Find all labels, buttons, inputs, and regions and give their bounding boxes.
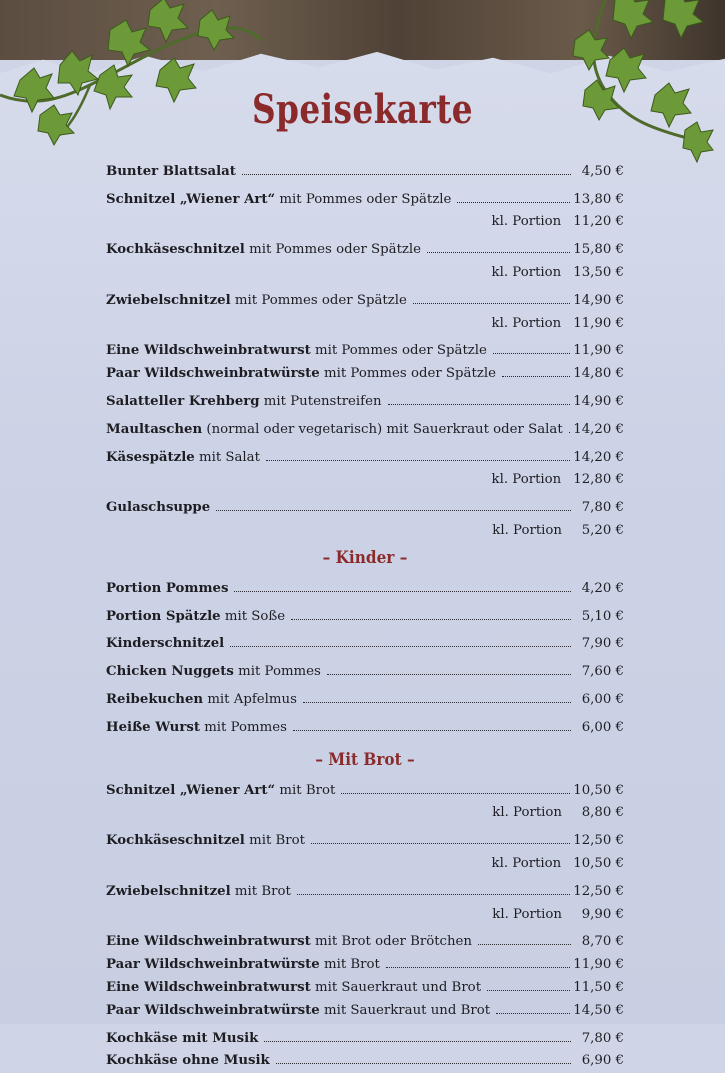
menu-item-title: Reibekuchen	[106, 691, 204, 707]
menu-item-title: Kinderschnitzel	[106, 636, 225, 652]
small-portion-price: 11,20 €	[573, 214, 624, 230]
menu-item-price: 10,50 €	[573, 782, 624, 798]
leader-dots	[493, 353, 570, 354]
menu-item-title: Schnitzel „Wiener Art“	[106, 191, 276, 207]
menu-item-name	[106, 500, 210, 515]
menu-item-title: Bunter Blattsalat	[106, 163, 236, 179]
menu-item-title: Eine Wildschweinbratwurst	[106, 934, 311, 950]
small-portion-price: 13,50 €	[573, 264, 624, 280]
menu-item-price: 5,10 €	[581, 608, 624, 624]
page-title: Speisekarte	[251, 86, 474, 133]
small-portion-price: 5,20 €	[581, 522, 624, 538]
leader-dots	[303, 702, 571, 703]
leader-dots	[427, 252, 570, 253]
menu-item-title: Kochkäseschnitzel	[106, 833, 245, 849]
menu-item-description: mit Brot oder Brötchen	[310, 934, 472, 950]
menu-item	[106, 712, 624, 735]
small-portion-row	[106, 515, 624, 538]
small-portion-price: 11,90 €	[573, 315, 624, 331]
menu-item-title: Eine Wildschweinbratwurst	[106, 979, 311, 995]
section-brot-title: – Mit Brot –	[315, 749, 415, 770]
small-portion-label: kl. Portion	[492, 805, 562, 821]
menu-item	[106, 442, 624, 465]
leader-dots	[276, 1063, 571, 1064]
menu-item-price: 11,90 €	[573, 343, 624, 359]
menu-item	[106, 656, 624, 679]
small-portion-label: kl. Portion	[491, 264, 562, 280]
small-portion-price: 12,80 €	[573, 472, 624, 488]
leader-dots	[341, 793, 570, 794]
menu-item-price: 13,80 €	[573, 191, 624, 207]
menu-item	[106, 601, 624, 624]
menu-item-description: mit Apfelmus	[203, 691, 297, 707]
menu-item-price: 14,20 €	[573, 421, 624, 437]
menu-item-price: 14,20 €	[573, 449, 624, 465]
menu-item-name	[106, 980, 481, 995]
menu-item-price: 15,80 €	[573, 242, 624, 258]
menu-item-name	[106, 1053, 270, 1068]
menu-item-name	[106, 636, 224, 651]
menu-item-name	[106, 692, 297, 707]
menu-item-price: 7,80 €	[581, 1030, 624, 1046]
menu-item	[106, 876, 624, 899]
menu-item	[106, 684, 624, 707]
leader-dots	[216, 510, 571, 511]
menu-item-name	[106, 833, 305, 848]
leader-dots	[413, 303, 570, 304]
menu-item-title: Paar Wildschweinbratwürste	[106, 957, 320, 973]
menu-item-description: mit Pommes oder Spätzle	[275, 191, 452, 207]
menu-item-description: mit Brot	[230, 883, 291, 899]
leader-dots	[487, 990, 570, 991]
small-portion-row	[106, 207, 624, 230]
leader-dots	[291, 619, 571, 620]
menu-item-description: mit Brot	[244, 833, 305, 849]
menu-item-price: 11,50 €	[573, 979, 624, 995]
leader-dots	[386, 967, 570, 968]
menu-item-description: mit Soße	[220, 608, 286, 624]
menu-item-description: mit Pommes	[199, 719, 287, 735]
menu-item-price: 7,80 €	[581, 500, 624, 516]
leader-dots	[266, 460, 570, 461]
menu-item	[106, 775, 624, 798]
menu-item-title: Zwiebelschnitzel	[106, 292, 231, 308]
menu-item-description: mit Pommes oder Spätzle	[230, 292, 407, 308]
leader-dots	[230, 646, 571, 647]
menu-item-name	[106, 422, 563, 437]
menu-item-title: Portion Spätzle	[106, 608, 221, 624]
menu-item-price: 7,60 €	[581, 664, 624, 680]
small-portion-price: 8,80 €	[581, 805, 624, 821]
menu-item-description: mit Sauerkraut und Brot	[319, 1002, 491, 1018]
small-portion-price: 10,50 €	[573, 855, 624, 871]
menu-item-name	[106, 720, 287, 735]
menu-item-description: mit Pommes oder Spätzle	[310, 343, 487, 359]
menu-item	[106, 184, 624, 207]
menu-item-title: Eine Wildschweinbratwurst	[106, 343, 311, 359]
menu-item	[106, 234, 624, 257]
menu-item-price: 4,20 €	[581, 580, 624, 596]
main-dishes	[106, 156, 624, 543]
menu-item-name	[106, 1003, 490, 1018]
menu-item-name	[106, 957, 380, 972]
small-portion-row	[106, 848, 624, 871]
menu-item-title: Kochkäseschnitzel	[106, 242, 245, 258]
menu-item-name	[106, 192, 451, 207]
menu-item-price: 6,00 €	[581, 691, 624, 707]
menu-item-title: Schnitzel „Wiener Art“	[106, 782, 276, 798]
menu-item	[106, 1023, 624, 1046]
small-portion-row	[106, 798, 624, 821]
small-portion-row	[106, 308, 624, 331]
leader-dots	[502, 376, 570, 377]
brot-dishes	[106, 775, 624, 1073]
menu-item-price: 14,90 €	[573, 393, 624, 409]
menu-list	[106, 156, 624, 1073]
menu-item-title: Paar Wildschweinbratwürste	[106, 366, 320, 382]
menu-item-price: 4,50 €	[581, 163, 624, 179]
small-portion-label: kl. Portion	[491, 855, 562, 871]
small-portion-label: kl. Portion	[492, 522, 562, 538]
menu-item-name	[106, 343, 487, 358]
menu-item	[106, 927, 624, 950]
menu-item-price: 6,00 €	[581, 719, 624, 735]
kinder-dishes	[106, 573, 624, 740]
menu-item-price: 8,70 €	[581, 934, 624, 950]
menu-item	[106, 1046, 624, 1069]
small-portion-label: kl. Portion	[491, 315, 562, 331]
menu-item-title: Chicken Nuggets	[106, 664, 234, 680]
menu-item-name	[106, 664, 321, 679]
small-portion-row	[106, 465, 624, 488]
menu-item-price: 11,90 €	[573, 957, 624, 973]
menu-item-title: Zwiebelschnitzel	[106, 883, 231, 899]
menu-item-title: Maultaschen	[106, 421, 203, 437]
small-portion-row	[106, 257, 624, 280]
menu-item-name	[106, 242, 421, 257]
menu-item-description: mit Putenstreifen	[259, 393, 382, 409]
menu-item-description: mit Pommes oder Spätzle	[319, 366, 496, 382]
small-portion-label: kl. Portion	[492, 906, 562, 922]
menu-item-description: mit Brot	[275, 782, 336, 798]
menu-item-price: 12,50 €	[573, 833, 624, 849]
menu-item-description: mit Pommes	[233, 664, 321, 680]
small-portion-price: 9,90 €	[581, 906, 624, 922]
menu-item	[106, 995, 624, 1018]
menu-item-description: (normal oder vegetarisch) mit Sauerkraut oder Salat	[202, 421, 563, 437]
menu-item-title: Kochkäse ohne Musik	[106, 1053, 270, 1069]
menu-item	[106, 573, 624, 596]
menu-item-price: 12,50 €	[573, 883, 624, 899]
menu-item	[106, 629, 624, 652]
small-portion-label: kl. Portion	[491, 214, 562, 230]
menu-item-title: Gulaschsuppe	[106, 500, 211, 516]
menu-item	[106, 386, 624, 409]
leader-dots	[242, 174, 571, 175]
menu-item-price: 14,90 €	[573, 292, 624, 308]
menu-item	[106, 414, 624, 437]
menu-item-description: mit Brot	[319, 957, 380, 973]
ivy-right-icon	[545, 0, 725, 170]
menu-item	[106, 156, 624, 179]
leader-dots	[327, 674, 571, 675]
menu-item-name	[106, 609, 285, 624]
leader-dots	[264, 1041, 571, 1042]
menu-item-title: Käsespätzle	[106, 449, 195, 465]
menu-item	[106, 972, 624, 995]
menu-item-name	[106, 366, 496, 381]
menu-item-title: Paar Wildschweinbratwürste	[106, 1002, 320, 1018]
leader-dots	[457, 202, 570, 203]
menu-item	[106, 285, 624, 308]
leader-dots	[496, 1013, 570, 1014]
menu-item-name	[106, 884, 291, 899]
menu-item-name	[106, 394, 382, 409]
small-portion-label: kl. Portion	[491, 472, 562, 488]
menu-item-name	[106, 1031, 258, 1046]
menu-item-title: Portion Pommes	[106, 580, 229, 596]
menu-item-description: mit Sauerkraut und Brot	[310, 979, 482, 995]
menu-item-price: 14,80 €	[573, 366, 624, 382]
menu-item-price: 14,50 €	[573, 1002, 624, 1018]
menu-item	[106, 825, 624, 848]
leader-dots	[293, 730, 571, 731]
menu-item-name	[106, 450, 260, 465]
menu-item-name	[106, 581, 228, 596]
menu-item-title: Heiße Wurst	[106, 719, 200, 735]
menu-item	[106, 492, 624, 515]
menu-item-title: Salatteller Krehberg	[106, 393, 260, 409]
section-kinder-title: – Kinder –	[322, 547, 408, 568]
menu-item-title: Kochkäse mit Musik	[106, 1030, 259, 1046]
menu-item	[106, 949, 624, 972]
menu-item-name	[106, 934, 472, 949]
leader-dots	[478, 944, 571, 945]
menu-item-name	[106, 783, 335, 798]
menu-item-description: mit Pommes oder Spätzle	[244, 242, 422, 258]
small-portion-row	[106, 899, 624, 922]
leader-dots	[297, 894, 570, 895]
menu-item-price: 6,90 €	[581, 1053, 624, 1069]
menu-item	[106, 358, 624, 381]
leader-dots	[388, 404, 571, 405]
menu-item-name	[106, 293, 407, 308]
leader-dots	[234, 591, 571, 592]
leader-dots	[311, 843, 570, 844]
menu-item-name	[106, 164, 236, 179]
menu-item	[106, 336, 624, 359]
leader-dots	[569, 432, 571, 433]
menu-item-description: mit Salat	[194, 449, 260, 465]
menu-item-price: 7,90 €	[581, 636, 624, 652]
